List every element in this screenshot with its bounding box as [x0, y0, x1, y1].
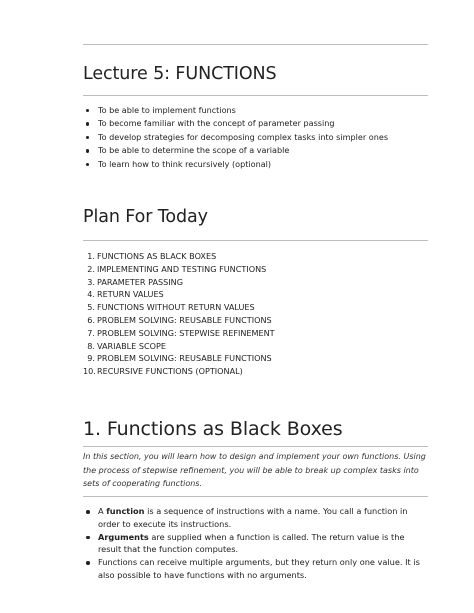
lecture-title: Lecture 5: FUNCTIONS — [83, 64, 277, 84]
top-rule — [83, 44, 428, 45]
list-item: A function is a sequence of instructions with a name. You call a function in order to execute its instructions. — [83, 505, 428, 531]
list-item: 7. PROBLEM SOLVING: STEPWISE REFINEMENT — [87, 327, 275, 338]
objectives-list — [83, 104, 388, 171]
list-item: 6. PROBLEM SOLVING: REUSABLE FUNCTIONS — [87, 314, 272, 325]
list-item: 5. FUNCTIONS WITHOUT RETURN VALUES — [87, 302, 255, 313]
list-item: Arguments are supplied when a function is called. The return value is the result that the function computes. — [83, 531, 428, 557]
list-item: 2. IMPLEMENTING AND TESTING FUNCTIONS — [87, 263, 267, 274]
list-item: 9. PROBLEM SOLVING: REUSABLE FUNCTIONS — [87, 353, 272, 364]
section-intro: In this section, you will learn how to design and implement your own functions. Using the process of stepwise refinement, you will be able to break up complex tasks into sets of cooperating functions. — [83, 452, 426, 489]
plan-title-rule — [83, 240, 428, 241]
list-item: To develop strategies for decomposing complex tasks into simpler ones — [83, 131, 388, 144]
list-item: To be able to implement functions — [83, 104, 388, 117]
list-item: 4. RETURN VALUES — [87, 289, 164, 300]
list-item: 8. VARIABLE SCOPE — [87, 340, 167, 351]
section-title: 1. Functions as Black Boxes — [83, 418, 343, 440]
list-item: 3. PARAMETER PASSING — [87, 276, 183, 287]
lecture-title-rule — [83, 95, 428, 96]
plan-list — [83, 250, 275, 378]
list-item: To learn how to think recursively (optional) — [83, 158, 388, 171]
definitions-list — [83, 505, 428, 582]
list-item: 10.RECURSIVE FUNCTIONS (OPTIONAL) — [83, 366, 243, 377]
list-item: 1. FUNCTIONS AS BLACK BOXES — [87, 251, 217, 261]
intro-rule — [83, 496, 428, 497]
plan-title: Plan For Today — [83, 207, 208, 227]
section-title-rule — [83, 446, 428, 447]
list-item: To be able to determine the scope of a variable — [83, 144, 388, 157]
list-item: Functions can receive multiple arguments, but they return only one value. It is also possible to have functions with no arguments. — [83, 556, 428, 582]
list-item: To become familiar with the concept of parameter passing — [83, 117, 388, 130]
